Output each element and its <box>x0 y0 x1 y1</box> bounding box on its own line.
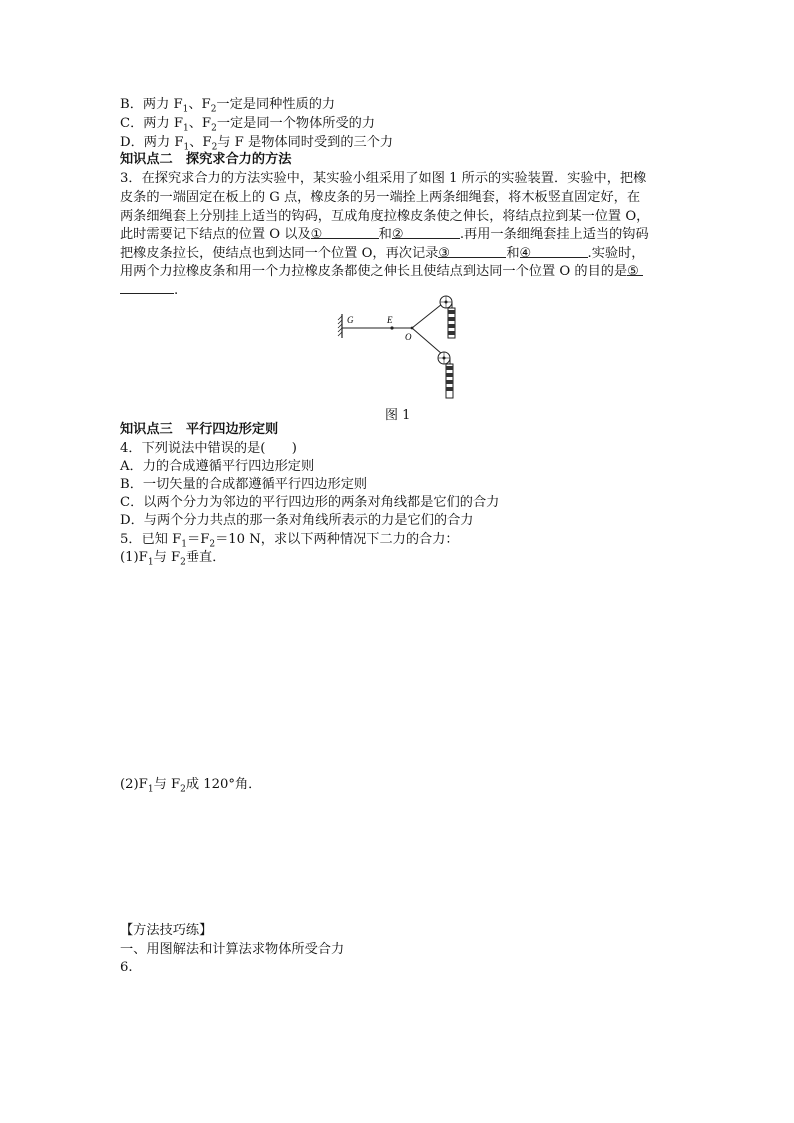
q4-option-d: D．与两个分力共点的那一条对角线所表示的力是它们的合力 <box>120 513 474 528</box>
section-3-title: 知识点三 平行四边形定则 <box>120 422 279 437</box>
q3-line-7: . <box>120 281 178 300</box>
q6-number: 6. <box>120 960 133 975</box>
blank-1[interactable]: ① <box>311 226 379 239</box>
q3-line-2: 皮条的一端固定在板上的 G 点，橡皮条的另一端拴上两条细绳套，将木板竖直固定好，在 <box>120 190 641 205</box>
point-e <box>390 326 393 329</box>
q5-part-1: $(1)F_1$与 $F_2$垂直． <box>120 550 226 568</box>
blank-2[interactable]: ② <box>392 226 460 239</box>
label-g: G <box>347 315 354 325</box>
blank-3[interactable]: ③ <box>438 245 506 258</box>
blank-4[interactable]: ④ <box>520 245 588 258</box>
lower-weights-icon <box>446 358 453 398</box>
option-c: C．两力 $F_1$、$F_2$一定是同一个物体所受的力 <box>120 116 376 134</box>
blank-5[interactable] <box>120 281 174 294</box>
q5-part-2: $(2)F_1$与 $F_2$成 120°角． <box>120 777 262 795</box>
experiment-figure <box>330 292 470 404</box>
q4-option-b: B．一切矢量的合成都遵循平行四边形定则 <box>120 477 368 492</box>
practice-title: 【方法技巧练】 <box>120 923 213 938</box>
upper-pulley-icon <box>440 296 452 308</box>
label-e: E <box>387 315 393 325</box>
q3-line-3: 两条细绳套上分别挂上适当的钩码，互成角度拉橡皮条使之伸长，将结点拉到某一位置 O， <box>120 209 650 224</box>
figure-caption: 图 1 <box>385 408 411 423</box>
q3-line-5: 把橡皮条拉长，使结点也到达同一个位置 O，再次记录③ 和④ .实验时， <box>120 246 645 261</box>
q4-stem: 4．下列说法中错误的是( ) <box>120 441 297 456</box>
q3-line-6: 用两个力拉橡皮条和用一个力拉橡皮条都使之伸长且使结点到达同一个位置 O 的目的是⑤ <box>120 263 643 281</box>
q5-stem: 5．已知 $F_1=F_2=10$ N，求以下两种情况下二力的合力： <box>120 532 459 550</box>
label-o: O <box>405 332 412 342</box>
practice-subtitle: 一、用图解法和计算法求物体所受合力 <box>120 942 345 957</box>
q3-line-1: 3．在探究求合力的方法实验中，某实验小组采用了如图 1 所示的实验装置．实验中，把橡 <box>120 171 647 186</box>
lower-pulley-icon <box>438 352 450 364</box>
option-d: D．两力 $F_1$、$F_2$与 F 是物体同时受到的三个力 <box>120 135 394 153</box>
q4-option-c: C．以两个分力为邻边的平行四边形的两条对角线都是它们的合力 <box>120 495 500 510</box>
option-b: B．两力 $F_1$、$F_2$一定是同种性质的力 <box>120 97 336 115</box>
q4-option-a: A．力的合成遵循平行四边形定则 <box>120 459 315 474</box>
q3-line-4: 此时需要记下结点的位置 O 以及① 和② .再用一条细绳套挂上适当的钩码 <box>120 227 649 242</box>
section-2-title: 知识点二 探究求合力的方法 <box>120 152 292 167</box>
blank-5-marker[interactable]: ⑤ <box>627 263 643 276</box>
